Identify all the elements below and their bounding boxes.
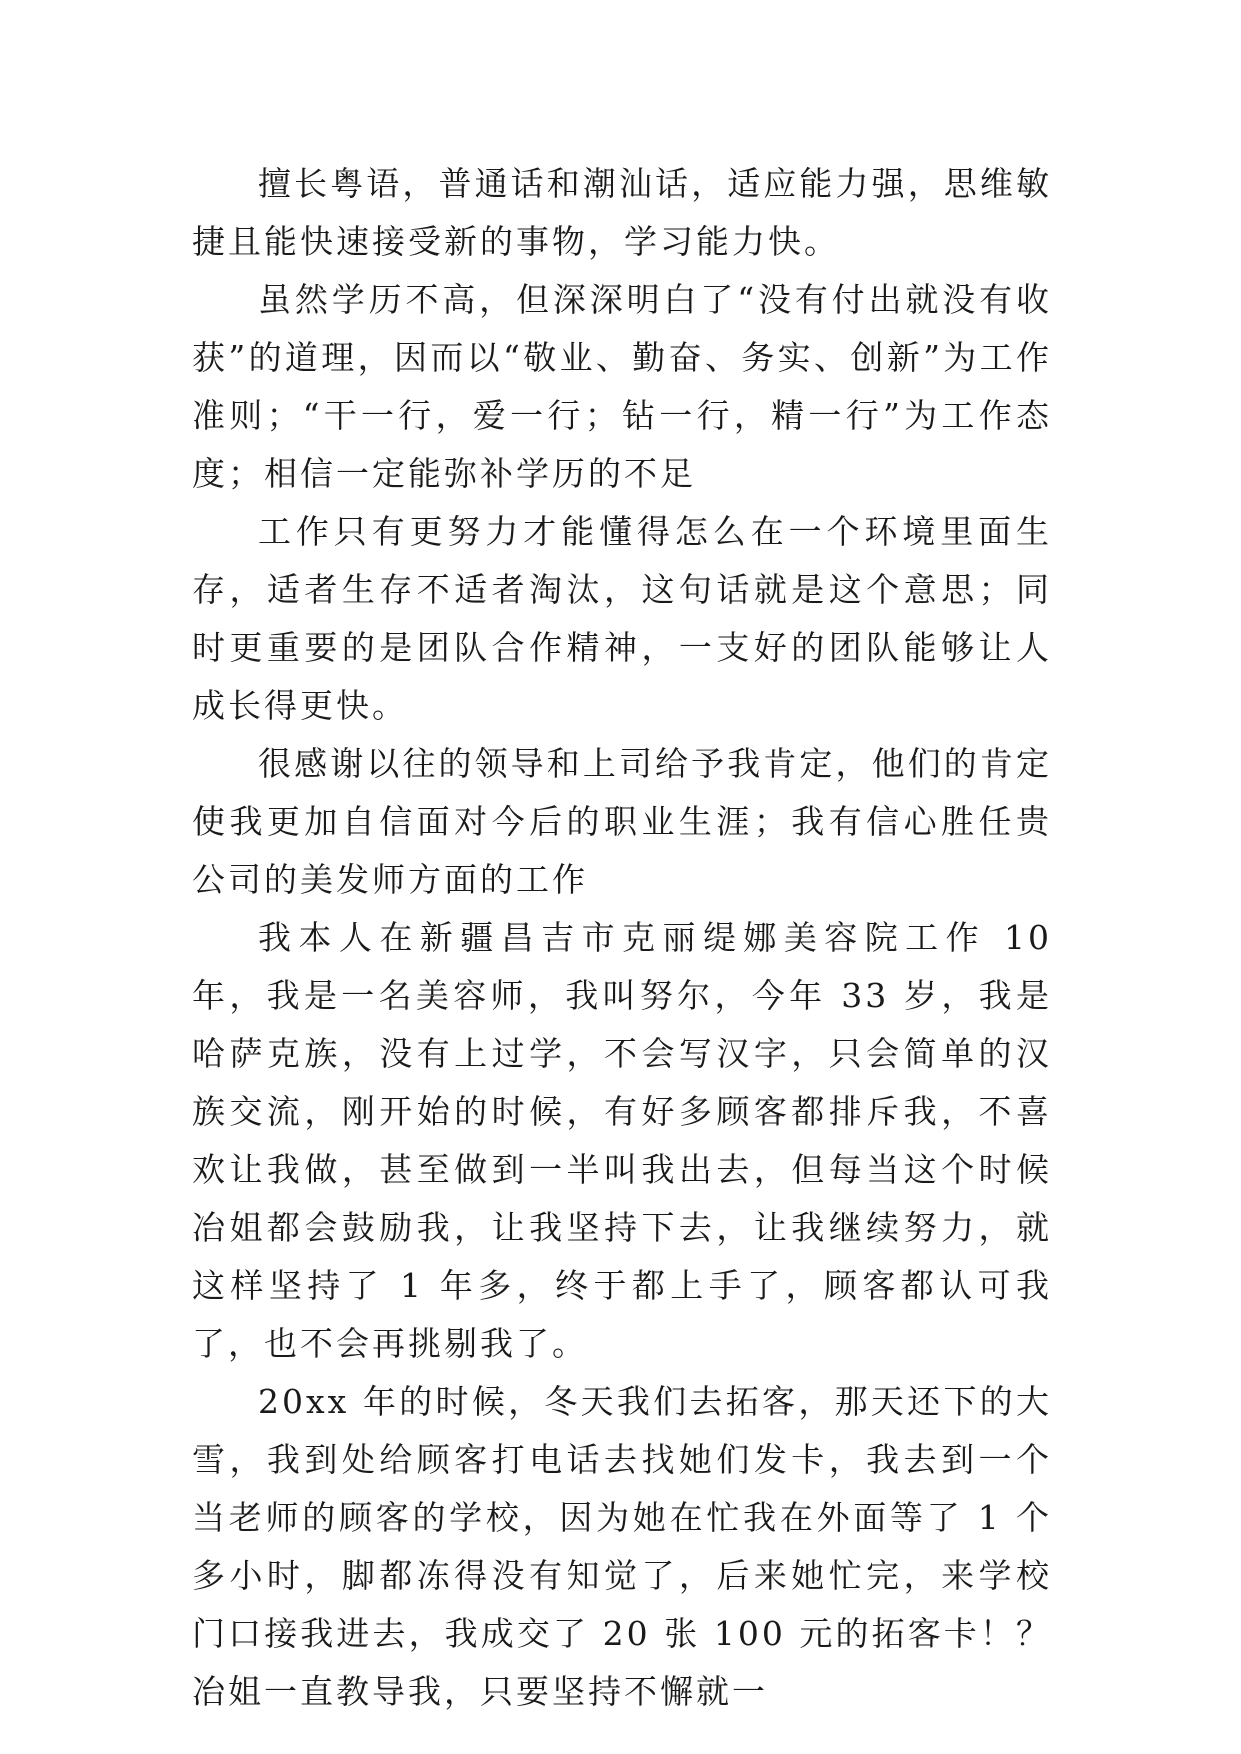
document-body [192, 155, 1052, 1721]
paragraph-winter-story: 20xx 年的时候，冬天我们去拓客，那天还下的大雪，我到处给顾客打电话去找她们发卡，我去到一个当老师的顾客的学校，因为她在忙我在外面等了 1 个多小时，脚都冻得没有知觉了，后来她忙完，来学校门口接我进去，我成交了 20 张 100 元的拓客卡！？冶姐一直教导我，只要坚持不懈就一 [192, 1382, 1052, 1711]
paragraph-personal-story: 我本人在新疆昌吉市克丽缇娜美容院工作 10 年，我是一名美容师，我叫努尔，今年 33 岁，我是哈萨克族，没有上过学，不会写汉字，只会简单的汉族交流，刚开始的时候，有好多顾客都排斥我，不喜欢让我做，甚至做到一半叫我出去，但每当这个时候冶姐都会鼓励我，让我坚持下去，让我继续努力，就这样坚持了 1 年多，终于都上手了，顾客都认可我了，也不会再挑剔我了。 [192, 918, 1052, 1363]
paragraph-language-skills: 擅长粤语，普通话和潮汕话，适应能力强，思维敏捷且能快速接受新的事物，学习能力快。 [192, 164, 1052, 261]
paragraph-work-principles: 虽然学历不高，但深深明白了“没有付出就没有收获”的道理，因而以“敬业、勤奋、务实、创新”为工作准则；“干一行，爱一行；钻一行，精一行”为工作态度；相信一定能弥补学历的不足 [192, 280, 1052, 493]
paragraph-teamwork: 工作只有更努力才能懂得怎么在一个环境里面生存，适者生存不适者淘汰，这句话就是这个意思；同时更重要的是团队合作精神，一支好的团队能够让人成长得更快。 [192, 512, 1052, 725]
paragraph-gratitude: 很感谢以往的领导和上司给予我肯定，他们的肯定使我更加自信面对今后的职业生涯；我有信心胜任贵公司的美发师方面的工作 [192, 744, 1052, 899]
